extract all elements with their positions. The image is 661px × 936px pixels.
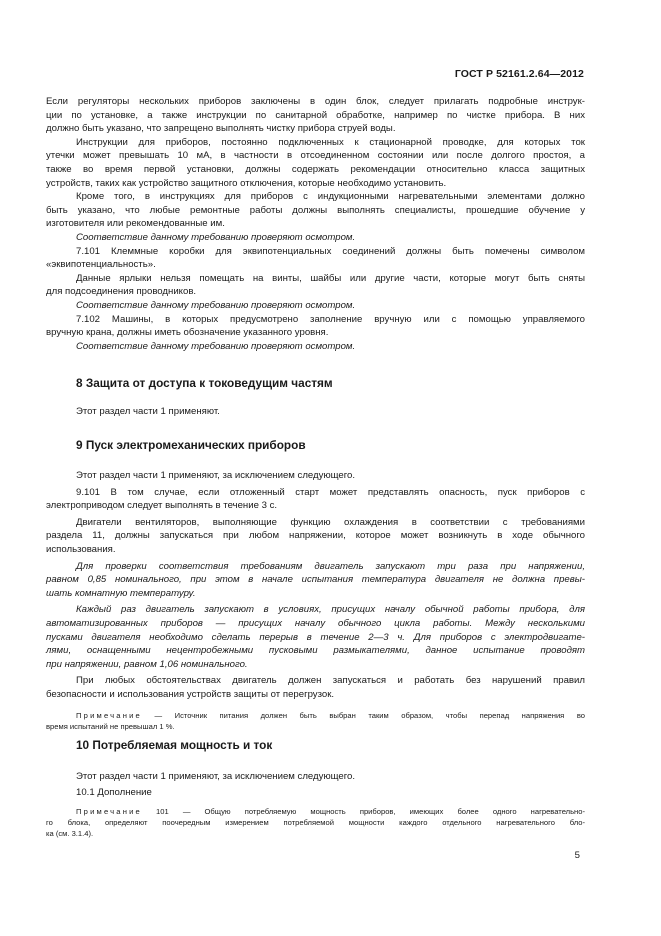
section-9-heading: 9 Пуск электромеханических приборов bbox=[76, 438, 306, 452]
text-line: вручную крана, должны иметь обозначение указанного уровня. bbox=[46, 327, 329, 339]
text-line: пусками двигателя необходимо сделать перерыв в течение 2—3 ч. Для приборов с электродвигате- bbox=[46, 631, 585, 643]
paragraph bbox=[46, 674, 585, 701]
section-8-heading: 8 Защита от доступа к токоведущим частям bbox=[76, 376, 333, 390]
text-line: раздела 11, должны запускаться при любом напряжении, которое может возникнуть в ходе обычного bbox=[46, 530, 585, 542]
text-line: ции по установке, а также инструкции по санитарной обработке, например по чистке прибора. В них bbox=[46, 109, 585, 121]
text-line: Этот раздел части 1 применяют. bbox=[76, 406, 220, 417]
text-line: Для проверки соответствия требованиям двигатель запускают три раза при напряжении, bbox=[76, 560, 585, 572]
text-line: должно быть указано, что запрещено выполнять чистку прибора струей воды. bbox=[46, 123, 396, 135]
text-line: изготовителя или рекомендованные им. bbox=[46, 218, 225, 230]
text-line: Соответствие данному требованию проверяют осмотром. bbox=[76, 340, 356, 352]
text-line: электроприводом следует выполнять в течение 3 с. bbox=[46, 500, 278, 512]
text-line: шать комнатную температуру. bbox=[46, 587, 196, 599]
text-line: го блока, определяют поочередным измерением потребляемой мощности каждого отдельного нагревательного бло- bbox=[46, 818, 585, 828]
paragraph bbox=[46, 313, 585, 340]
check-statement bbox=[76, 231, 585, 245]
text-line: утечки может превышать 10 мА, в частности в отсоединенном состоянии или после долгого простоя, а bbox=[46, 150, 585, 162]
text-line: Этот раздел части 1 применяют, за исключением следующего. bbox=[76, 771, 356, 782]
paragraph bbox=[76, 770, 585, 784]
note-text: — Источник питания должен быть выбран таким образом, чтобы перепад напряжения во bbox=[141, 710, 585, 720]
paragraph bbox=[46, 95, 585, 136]
text-line: Соответствие данному требованию проверяют осмотром. bbox=[76, 299, 356, 311]
section-10-body bbox=[46, 770, 585, 839]
text-line: Этот раздел части 1 применяют, за исключением следующего. bbox=[76, 470, 356, 481]
intro-block bbox=[46, 95, 585, 353]
text-line: устройств, таких как устройство защитного отключения, которые необходимо установить. bbox=[46, 177, 447, 189]
paragraph bbox=[46, 190, 585, 231]
text-line bbox=[76, 710, 585, 721]
text-line: 7.102 Машины, в которых предусмотрено заполнение вручную или с помощью управляемого bbox=[76, 313, 585, 325]
text-line: Кроме того, в инструкциях для приборов с индукционными нагревательными элементами должно bbox=[76, 191, 585, 203]
section-10-heading: 10 Потребляемая мощность и ток bbox=[76, 738, 273, 752]
text-line: Данные ярлыки нельзя помещать на винты, шайбы или другие части, которые могут быть сняты bbox=[76, 272, 585, 284]
section-8-body bbox=[76, 405, 585, 419]
check-statement bbox=[76, 299, 585, 313]
text-line: «эквипотенциальность». bbox=[46, 259, 156, 271]
text-line: Если регуляторы нескольких приборов заключены в один блок, следует прилагать подробные инструк- bbox=[46, 96, 585, 107]
paragraph bbox=[46, 272, 585, 299]
text-line: ка (см. 3.1.4). bbox=[46, 829, 94, 839]
check-statement bbox=[76, 340, 585, 354]
text-line: При любых обстоятельствах двигатель должен запускаться и работать без нарушений правил bbox=[76, 675, 585, 687]
note-label: Примечание bbox=[76, 807, 142, 817]
note-text bbox=[46, 710, 585, 732]
note-label: Примечание bbox=[76, 710, 142, 720]
paragraph bbox=[46, 486, 585, 513]
paragraph bbox=[46, 603, 585, 671]
paragraph bbox=[46, 560, 585, 601]
document-number: ГОСТ Р 52161.2.64—2012 bbox=[454, 68, 584, 80]
note-text: 101 — Общую потребляемую мощность приборов, имеющих более одного нагревательно- bbox=[141, 807, 585, 817]
text-line bbox=[76, 806, 585, 817]
text-line: 9.101 В том случае, если отложенный старт может представлять опасность, пуск приборов с bbox=[76, 486, 585, 498]
text-line: также во время первой установки, должны содержать рекомендации относительно класса защитных bbox=[46, 163, 585, 175]
paragraph bbox=[46, 516, 585, 557]
text-line: автоматизированных приборов — присущих началу обычного цикла работы. Между несколькими bbox=[46, 617, 585, 629]
paragraph bbox=[76, 469, 585, 483]
note bbox=[46, 710, 585, 732]
text-line: для подсоединения проводников. bbox=[46, 286, 197, 298]
paragraph bbox=[76, 786, 585, 800]
text-line: использования. bbox=[46, 543, 116, 555]
paragraph bbox=[76, 405, 585, 419]
paragraph bbox=[46, 245, 585, 272]
page-number: 5 bbox=[574, 850, 580, 861]
text-line: 10.1 Дополнение bbox=[76, 786, 152, 798]
text-line: Инструкции для приборов, постоянно подключенных к стационарной проводке, для которых ток bbox=[76, 136, 585, 148]
text-line: Каждый раз двигатель запускают в условиях, присущих началу обычной работы прибора, для bbox=[76, 604, 585, 616]
text-line: лями, оснащенными нецентробежными пусковыми размыкателями, данное испытание проводят bbox=[46, 645, 585, 657]
text-line: время испытаний не превышал 1 %. bbox=[46, 721, 175, 731]
paragraph bbox=[46, 136, 585, 190]
note-text bbox=[46, 806, 585, 839]
text-line: при напряжении, равном 1,06 номинального. bbox=[46, 658, 248, 670]
text-line: 7.101 Клеммные коробки для эквипотенциальных соединений должны быть помечены символом bbox=[76, 245, 585, 257]
text-line: Соответствие данному требованию проверяют осмотром. bbox=[76, 231, 356, 243]
text-line: Двигатели вентиляторов, выполняющие функцию охлаждения в соответствии с требованиями bbox=[76, 516, 585, 528]
text-line: быть указано, что любые ремонтные работы должны выполнять специалисты, прошедшие обучение у bbox=[46, 204, 585, 216]
section-9-body bbox=[46, 469, 585, 732]
text-line: безопасности и использования устройств защиты от перегрузок. bbox=[46, 688, 335, 700]
note bbox=[46, 806, 585, 839]
text-line: равном 0,85 номинального, при этом в начале испытания температура двигателя не должна превы- bbox=[46, 574, 585, 586]
